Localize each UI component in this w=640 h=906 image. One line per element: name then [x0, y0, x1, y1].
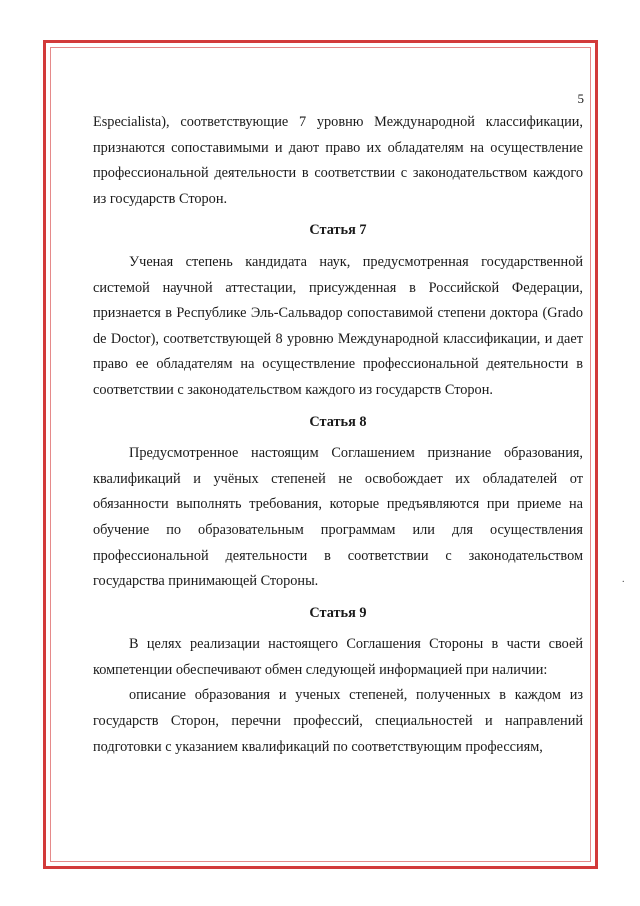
stray-mark: .	[622, 574, 625, 585]
article-7-heading: Статья 7	[309, 222, 367, 239]
article-7-text: Ученая степень кандидата наук, предусмотренная государственной системой научной аттестации, присужденная в Российской Федерации, признается в Республике Эль-Сальвадор сопоставимой степени доктора (Grado de Doctor), соответствующей 8 уровню Международной классификации, и дает право ее обладателям на осуществление профессиональной деятельности в соответствии с законодательством каждого из государств Сторон.	[93, 253, 583, 398]
article-9-text-2: описание образования и ученых степеней, полученных в каждом из государств Сторон, перечни профессий, специальностей и направлений подготовки с указанием квалификаций по соответствующим профессиям,	[93, 687, 583, 755]
article-8-heading: Статья 8	[309, 413, 367, 430]
article-8-text: Предусмотренное настоящим Соглашением признание образования, квалификаций и учёных степеней не освобождает их обладателей от обязанности выполнять требования, которые предъявляются при приеме на обучение по образовательным программам или для осуществления профессиональной деятельности в соответствии с законодательством государства принимающей Стороны.	[93, 445, 583, 590]
article-9-text-1: В целях реализации настоящего Соглашения Стороны в части своей компетенции обеспечивают обмен следующей информацией при наличии:	[93, 636, 583, 678]
document-body	[93, 110, 583, 760]
paragraph-intro: Especialista), соответствующие 7 уровню Международной классификации, признаются сопоставимыми и дают право их обладателям на осуществление профессиональной деятельности в соответствии с законодательством каждого из государств Сторон.	[93, 114, 583, 207]
article-9-heading: Статья 9	[309, 604, 367, 621]
page-number: 5	[577, 91, 584, 106]
